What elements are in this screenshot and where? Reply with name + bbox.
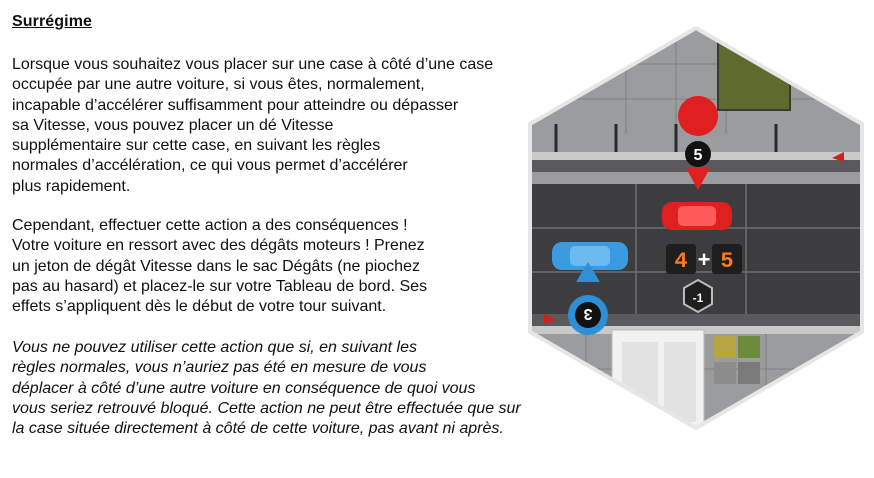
text-line: plus rapidement. bbox=[12, 177, 131, 195]
text-line: Vous ne pouvez utiliser cette action que si, en suivant les bbox=[12, 339, 417, 356]
paragraph-restriction bbox=[12, 338, 521, 439]
damage-token-value: -1 bbox=[692, 291, 704, 305]
text-line: incapable d’accélérer suffisamment pour atteindre ou dépasser bbox=[12, 96, 459, 114]
dice-plus: + bbox=[697, 247, 711, 272]
red-car bbox=[662, 202, 732, 230]
bin-yellow bbox=[714, 336, 736, 358]
paragraph-rule bbox=[12, 55, 493, 197]
text-line: effets s’appliquent dès le début de votre tour suivant. bbox=[12, 298, 387, 316]
text-line: vous seriez retrouvé bloqué. Cette action ne peut être effectuée que sur bbox=[12, 399, 521, 417]
text-line: normales d’accélération, ce qui vous permet d’accélérer bbox=[12, 157, 408, 175]
bin-green bbox=[738, 336, 760, 358]
text-line: pas au hasard) et placez-le sur votre Tableau de bord. Ses bbox=[12, 277, 428, 295]
die-second-value: 5 bbox=[720, 249, 734, 274]
text-line: sa Vitesse, vous pouvez placer un dé Vitesse bbox=[12, 116, 334, 134]
game-board-tile bbox=[526, 24, 866, 432]
text-line: supplémentaire sur cette case, en suivant les règles bbox=[12, 137, 381, 155]
text-line: occupée par une autre voiture, si vous êtes, normalement, bbox=[12, 76, 425, 94]
speed-dice bbox=[666, 244, 742, 274]
red-marker-number: 5 bbox=[693, 147, 703, 164]
section-title: Surrégime bbox=[12, 13, 93, 30]
damage-token bbox=[684, 280, 712, 312]
text-line: Cependant, effectuer cette action a des conséquences ! bbox=[12, 217, 408, 234]
text-line: la case située directement à côté de cette voiture, pas avant ni après. bbox=[12, 420, 504, 438]
text-line: un jeton de dégât Vitesse dans le sac Dégâts (ne piochez bbox=[12, 257, 420, 275]
text-line: règles normales, vous n’auriez pas été en mesure de vous bbox=[12, 359, 427, 377]
die-first-value: 4 bbox=[674, 249, 688, 274]
text-line: Lorsque vous souhaitez vous placer sur une case à côté d’une case bbox=[12, 56, 494, 73]
blue-marker-number: 3 bbox=[583, 305, 593, 322]
text-line: Votre voiture en ressort avec des dégâts moteurs ! Prenez bbox=[12, 237, 425, 255]
paragraph-consequence bbox=[12, 216, 427, 317]
text-line: déplacer à côté d’une autre voiture en conséquence de quoi vous bbox=[12, 379, 476, 397]
